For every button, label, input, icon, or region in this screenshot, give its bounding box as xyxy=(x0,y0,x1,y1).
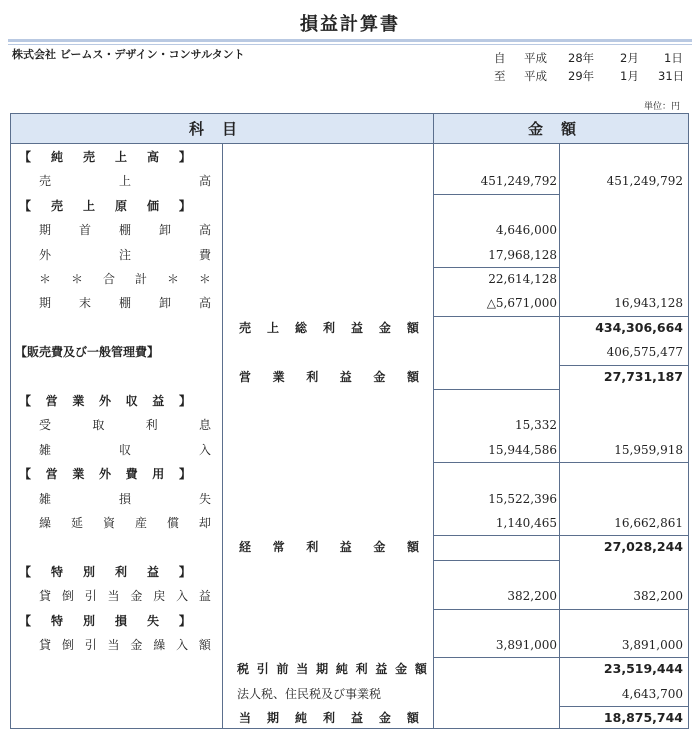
amount-detail: 4,646,000 xyxy=(495,223,557,238)
amount-total: 434,306,664 xyxy=(595,319,683,335)
amount-detail xyxy=(433,535,557,559)
amount-total xyxy=(559,218,683,242)
amount-detail: 22,614,128 xyxy=(488,272,557,286)
title-rule-thin xyxy=(8,44,692,45)
amount-total: 3,891,000 xyxy=(621,638,683,652)
row-label: 【 売 上 原 価 】 xyxy=(19,198,191,213)
row-subtotal-label xyxy=(223,291,433,315)
amount-detail xyxy=(433,706,557,730)
table-row xyxy=(11,413,688,437)
row-subtotal-label: 営 業 利 益 金 額 xyxy=(239,369,419,384)
row-subtotal-label: 税 引 前 当 期 純 利 益 金 額 xyxy=(237,662,427,677)
row-subtotal-label xyxy=(223,633,433,657)
table-row xyxy=(11,194,688,218)
amount-total xyxy=(559,609,683,633)
row-label: 売 上 高 xyxy=(39,174,211,189)
table-row xyxy=(11,169,688,193)
row-subtotal-label xyxy=(223,487,433,511)
table-row xyxy=(11,609,688,633)
row-label: 雑 損 失 xyxy=(39,491,211,506)
amount-detail: 3,891,000 xyxy=(495,638,557,652)
amount-detail: 15,332 xyxy=(515,418,557,433)
amount-total: 16,662,861 xyxy=(614,516,683,530)
amount-detail xyxy=(433,389,557,413)
row-label: 外 注 費 xyxy=(39,247,211,262)
company-name: 株式会社 ビームス・デザイン・コンサルタント xyxy=(12,48,245,61)
amount-detail xyxy=(433,682,557,706)
header-amount: 金額 xyxy=(433,114,688,144)
amount-detail xyxy=(433,194,557,218)
table-row xyxy=(11,243,688,267)
row-label: 期 首 棚 卸 高 xyxy=(39,223,211,238)
row-label: 【 営 業 外 費 用 】 xyxy=(19,467,191,482)
amount-total xyxy=(559,413,683,437)
row-subtotal-label: 経 常 利 益 金 額 xyxy=(239,540,419,555)
amount-total xyxy=(559,462,683,486)
table-row xyxy=(11,706,688,730)
unit-label: 単位：円 xyxy=(644,102,681,112)
amount-total: 406,575,477 xyxy=(606,345,683,360)
amount-total: 4,643,700 xyxy=(621,686,683,701)
row-subtotal-label xyxy=(223,194,433,218)
table-row xyxy=(11,291,688,315)
row-label xyxy=(11,682,223,706)
amount-total: 382,200 xyxy=(633,589,683,604)
table-row xyxy=(11,145,688,169)
row-label: 受 取 利 息 xyxy=(39,418,211,433)
row-subtotal-label xyxy=(223,560,433,584)
row-subtotal-label: 法人税、住民税及び事業税 xyxy=(237,686,382,701)
row-label: ＊ ＊ 合 計 ＊ ＊ xyxy=(39,272,211,286)
row-subtotal-label xyxy=(223,584,433,608)
amount-total: 18,875,744 xyxy=(603,710,683,726)
table-row xyxy=(11,511,688,535)
amount-detail: 15,944,586 xyxy=(488,442,557,457)
row-label: 【 純 売 上 高 】 xyxy=(19,150,191,164)
row-subtotal-label xyxy=(223,609,433,633)
row-subtotal-label xyxy=(223,389,433,413)
amount-detail xyxy=(433,560,557,584)
amount-total: 27,028,244 xyxy=(603,539,683,555)
table-row xyxy=(11,487,688,511)
row-subtotal-label xyxy=(223,413,433,437)
table-row xyxy=(11,389,688,413)
row-label xyxy=(11,365,223,389)
amount-detail xyxy=(433,145,557,169)
table-row xyxy=(11,682,688,706)
row-subtotal-label xyxy=(223,267,433,291)
table-row xyxy=(11,584,688,608)
amount-detail xyxy=(433,340,557,364)
table-row xyxy=(11,657,688,681)
amount-total xyxy=(559,243,683,267)
header-subject: 科目 xyxy=(11,114,433,144)
row-subtotal-label xyxy=(223,169,433,193)
amount-total: 451,249,792 xyxy=(606,174,683,189)
row-subtotal-label xyxy=(223,218,433,242)
amount-detail xyxy=(433,657,557,681)
row-subtotal-label xyxy=(223,511,433,535)
row-label: 【 特 別 利 益 】 xyxy=(19,564,191,579)
row-label xyxy=(11,535,223,559)
title-rule xyxy=(8,39,692,42)
row-label: 【 特 別 損 失 】 xyxy=(19,613,191,628)
amount-total: 27,731,187 xyxy=(603,368,683,384)
amount-detail: 451,249,792 xyxy=(480,174,557,189)
row-label xyxy=(11,316,223,340)
row-label: 貸 倒 引 当 金 繰 入 額 xyxy=(39,638,211,652)
row-subtotal-label: 売 上 総 利 益 金 額 xyxy=(239,320,419,335)
table-row xyxy=(11,340,688,364)
table-row xyxy=(11,316,688,340)
amount-total: 23,519,444 xyxy=(603,661,683,677)
amount-detail: 17,968,128 xyxy=(488,247,557,262)
row-subtotal-label xyxy=(223,462,433,486)
row-subtotal-label xyxy=(223,340,433,364)
income-statement-table xyxy=(10,113,689,729)
amount-total xyxy=(559,487,683,511)
table-row xyxy=(11,438,688,462)
amount-detail xyxy=(433,609,557,633)
row-label xyxy=(11,657,223,681)
row-label: 貸 倒 引 当 金 戻 入 益 xyxy=(39,589,211,604)
row-subtotal-label xyxy=(223,243,433,267)
amount-detail: 15,522,396 xyxy=(488,491,557,506)
amount-total xyxy=(559,267,683,291)
row-label: 【 営 業 外 収 益 】 xyxy=(19,394,191,408)
row-subtotal-label xyxy=(223,145,433,169)
table-row xyxy=(11,267,688,291)
table-row xyxy=(11,462,688,486)
row-label: 繰 延 資 産 償 却 xyxy=(39,516,211,530)
amount-total: 16,943,128 xyxy=(614,296,683,311)
table-row xyxy=(11,365,688,389)
amount-detail xyxy=(433,462,557,486)
amount-detail xyxy=(433,316,557,340)
amount-detail xyxy=(433,365,557,389)
amount-detail: △5,671,000 xyxy=(486,296,557,311)
table-row xyxy=(11,218,688,242)
row-subtotal-label: 当 期 純 利 益 金 額 xyxy=(239,711,419,726)
row-label: 雑 収 入 xyxy=(39,442,211,457)
row-subtotal-label xyxy=(223,438,433,462)
amount-total xyxy=(559,560,683,584)
amount-total xyxy=(559,194,683,218)
amount-total xyxy=(559,389,683,413)
row-label: 期 末 棚 卸 高 xyxy=(39,296,211,311)
amount-total: 15,959,918 xyxy=(614,442,683,457)
table-row xyxy=(11,560,688,584)
amount-detail: 1,140,465 xyxy=(495,516,557,530)
table-row xyxy=(11,633,688,657)
row-label: 【販売費及び一般管理費】 xyxy=(15,345,160,360)
amount-detail: 382,200 xyxy=(507,589,557,604)
table-row xyxy=(11,535,688,559)
statement-title: 損益計算書 xyxy=(300,14,400,35)
amount-total xyxy=(559,145,683,169)
row-label xyxy=(11,706,223,730)
